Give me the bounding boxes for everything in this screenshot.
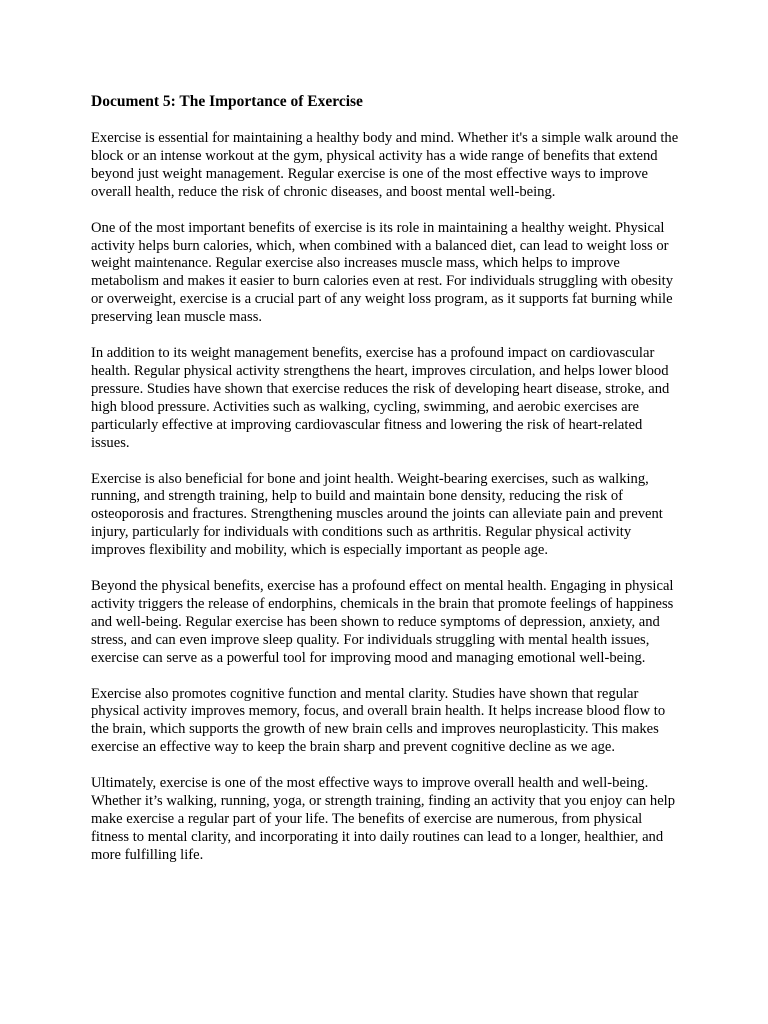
paragraph-conclusion: Ultimately, exercise is one of the most effective ways to improve overall health and well-being. Whether it’s walking, running, yoga, or strength training, finding an activity that you enjoy can help make exercise a regular part of your life. The benefits of exercise are numerous, from physical fitness to mental clarity, and incorporating it into daily routines can lead to a longer, healthier, and more fulfilling life. bbox=[91, 775, 676, 863]
document-title: Document 5: The Importance of Exercise bbox=[91, 93, 363, 110]
paragraph-cardiovascular: In addition to its weight management benefits, exercise has a profound impact on cardiovascular health. Regular physical activity strengthens the heart, improves circulation, and helps lower blood pressure. Studies have shown that exercise reduces the risk of developing heart disease, stroke, and high blood pressure. Activities such as walking, cycling, swimming, and aerobic exercises are particularly effective at improving cardiovascular fitness and lowering the risk of heart-related issues. bbox=[91, 345, 670, 451]
paragraph-intro: Exercise is essential for maintaining a healthy body and mind. Whether it's a simple walk around the block or an intense workout at the gym, physical activity has a wide range of benefits that extend beyond just weight management. Regular exercise is one of the most effective ways to improve overall health, reduce the risk of chronic diseases, and boost mental well-being. bbox=[91, 130, 679, 200]
document-page bbox=[91, 92, 683, 883]
paragraph-cognitive: Exercise also promotes cognitive function and mental clarity. Studies have shown that regular physical activity improves memory, focus, and overall brain health. It helps increase blood flow to the brain, which supports the growth of new brain cells and improves neuroplasticity. This makes exercise an effective way to keep the brain sharp and prevent cognitive decline as we age. bbox=[91, 685, 666, 756]
paragraph-bone-joint: Exercise is also beneficial for bone and joint health. Weight-bearing exercises, such as walking, running, and strength training, help to build and maintain bone density, reducing the risk of osteoporosis and fractures. Strengthening muscles around the joints can alleviate pain and prevent injury, particularly for individuals with conditions such as arthritis. Regular physical activity improves flexibility and mobility, which is especially important as people age. bbox=[91, 470, 663, 559]
paragraph-weight: One of the most important benefits of exercise is its role in maintaining a healthy weight. Physical activity helps burn calories, which, when combined with a balanced diet, can lead to weight loss or weight maintenance. Regular exercise also increases muscle mass, which helps to improve metabolism and makes it easier to burn calories even at rest. For individuals struggling with obesity or overweight, exercise is a crucial part of any weight loss program, as it supports fat burning while preserving lean muscle mass. bbox=[91, 219, 674, 326]
paragraph-mental-health: Beyond the physical benefits, exercise has a profound effect on mental health. Engaging in physical activity triggers the release of endorphins, chemicals in the brain that promote feelings of happiness and well-being. Regular exercise has been shown to reduce symptoms of depression, anxiety, and stress, and can even improve sleep quality. For individuals struggling with mental health issues, exercise can serve as a powerful tool for improving mood and managing emotional well-being. bbox=[91, 578, 674, 666]
